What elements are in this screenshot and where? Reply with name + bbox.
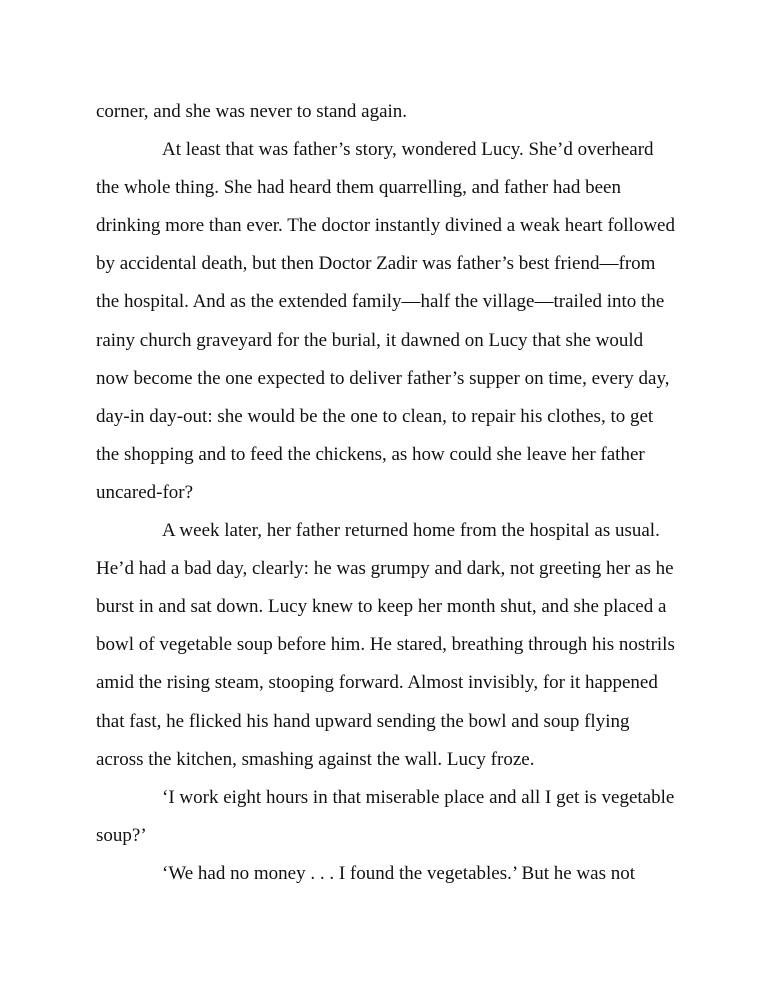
text-line: the whole thing. She had heard them quarrelling, and father had been bbox=[96, 177, 621, 199]
text-line: He’d had a bad day, clearly: he was grumpy and dark, not greeting her as he bbox=[96, 558, 674, 580]
text-line: day-in day-out: she would be the one to clean, to repair his clothes, to get bbox=[96, 405, 654, 427]
text-line: the shopping and to feed the chickens, as how could she leave her father bbox=[96, 443, 645, 465]
text-line: soup?’ bbox=[96, 824, 147, 846]
text-line: ‘I work eight hours in that miserable place and all I get is vegetable bbox=[162, 786, 675, 808]
text-line: uncared-for? bbox=[96, 481, 194, 503]
text-line: the hospital. And as the extended family—half the village—trailed into the bbox=[96, 291, 665, 313]
body-text bbox=[96, 93, 686, 893]
text-line: by accidental death, but then Doctor Zadir was father’s best friend—from bbox=[96, 253, 656, 275]
text-line: burst in and sat down. Lucy knew to keep her month shut, and she placed a bbox=[96, 596, 667, 618]
text-line: drinking more than ever. The doctor instantly divined a weak heart followed bbox=[96, 215, 675, 237]
text-line: corner, and she was never to stand again. bbox=[96, 101, 408, 122]
text-line: At least that was father’s story, wondered Lucy. She’d overheard bbox=[162, 139, 654, 161]
text-line: across the kitchen, smashing against the wall. Lucy froze. bbox=[96, 748, 535, 770]
text-line: ‘We had no money . . . I found the vegetables.’ But he was not bbox=[162, 862, 635, 884]
text-line: A week later, her father returned home from the hospital as usual. bbox=[162, 520, 660, 542]
text-line: bowl of vegetable soup before him. He stared, breathing through his nostrils bbox=[96, 634, 675, 656]
text-line: amid the rising steam, stooping forward. Almost invisibly, for it happened bbox=[96, 672, 658, 694]
text-line: rainy church graveyard for the burial, it dawned on Lucy that she would bbox=[96, 329, 644, 351]
text-line: that fast, he flicked his hand upward sending the bowl and soup flying bbox=[96, 710, 630, 732]
text-line: now become the one expected to deliver father’s supper on time, every day, bbox=[96, 367, 670, 389]
